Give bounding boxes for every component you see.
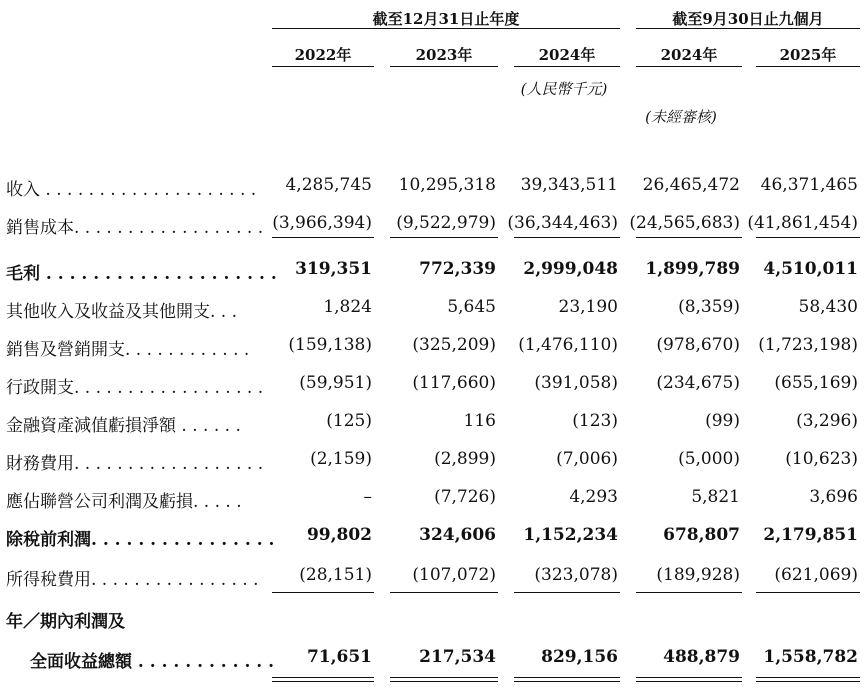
year-header: 2022年 <box>294 46 352 64</box>
row-value: (123) <box>572 411 618 431</box>
year-header-rule <box>272 66 374 67</box>
subtotal-rule <box>636 592 742 593</box>
total-value: 217,534 <box>419 647 496 667</box>
row-value: 1,899,789 <box>645 259 740 279</box>
subtotal-rule <box>756 592 860 593</box>
total-label-line2: 全面收益總額 . . . . . . . . . . . . <box>30 652 275 672</box>
row-label: 收入 . . . . . . . . . . . . . . . . . . . . <box>6 180 257 200</box>
total-value: 488,879 <box>663 647 740 667</box>
year-header: 2023年 <box>415 46 473 64</box>
unit-note: (人民幣千元) <box>520 80 608 98</box>
row-value: 1,824 <box>323 297 372 317</box>
subtotal-rule <box>514 592 620 593</box>
row-value: 46,371,465 <box>760 175 858 195</box>
row-value: (655,169) <box>774 373 858 393</box>
subtotal-rule <box>514 237 620 238</box>
total-value: 71,651 <box>306 647 372 667</box>
row-value: 2,999,048 <box>523 259 618 279</box>
row-value: 26,465,472 <box>642 175 740 195</box>
row-value: 4,293 <box>569 487 618 507</box>
row-label: 行政開支. . . . . . . . . . . . . . . . . . <box>6 378 264 398</box>
subtotal-rule <box>272 237 374 238</box>
unaudited-note: (未經審核) <box>645 108 717 126</box>
row-value: 23,190 <box>558 297 618 317</box>
subtotal-rule <box>756 237 860 238</box>
row-value: 324,606 <box>419 525 496 545</box>
row-label: 應佔聯營公司利潤及虧損. . . . . <box>6 492 242 512</box>
group-header-year-end: 截至12月31日止年度 <box>372 10 520 28</box>
group-header-nine-months: 截至9月30日止九個月 <box>672 10 824 28</box>
row-value: 1,152,234 <box>523 525 618 545</box>
row-value: 10,295,318 <box>398 175 496 195</box>
row-value: (2,899) <box>434 449 496 469</box>
row-value: 772,339 <box>419 259 496 279</box>
year-header-rule <box>390 66 498 67</box>
row-value: 4,510,011 <box>763 259 858 279</box>
total-label-line1: 年／期內利潤及 <box>6 612 125 632</box>
row-value: 5,821 <box>691 487 740 507</box>
year-header-rule <box>636 66 742 67</box>
row-value: (117,660) <box>412 373 496 393</box>
row-value: 116 <box>463 411 496 431</box>
row-value: (1,476,110) <box>518 335 618 355</box>
row-value: (59,951) <box>299 373 372 393</box>
row-value: 3,696 <box>809 487 858 507</box>
row-value: (7,006) <box>556 449 618 469</box>
year-header-rule <box>756 66 860 67</box>
row-value: – <box>363 487 372 507</box>
row-label: 除稅前利潤. . . . . . . . . . . . . . . . <box>6 530 275 550</box>
row-value: (1,723,198) <box>758 335 858 355</box>
total-double-rule <box>756 681 860 682</box>
row-value: 319,351 <box>295 259 372 279</box>
total-double-rule <box>636 677 742 678</box>
total-double-rule <box>756 677 860 678</box>
row-value: 678,807 <box>663 525 740 545</box>
total-double-rule <box>636 681 742 682</box>
row-label: 毛利 . . . . . . . . . . . . . . . . . . . . <box>6 264 277 284</box>
row-label: 其他收入及收益及其他開支. . . <box>6 302 238 322</box>
subtotal-rule <box>390 592 498 593</box>
row-value: (5,000) <box>678 449 740 469</box>
year-header: 2024年 <box>538 46 596 64</box>
total-double-rule <box>272 681 374 682</box>
row-value: (159,138) <box>288 335 372 355</box>
row-value: (391,058) <box>534 373 618 393</box>
subtotal-rule <box>390 237 498 238</box>
row-value: (99) <box>705 411 740 431</box>
row-value: (3,966,394) <box>272 213 372 233</box>
row-value: (36,344,463) <box>507 213 618 233</box>
row-value: (234,675) <box>656 373 740 393</box>
total-double-rule <box>390 681 498 682</box>
row-value: (2,159) <box>310 449 372 469</box>
row-value: 99,802 <box>306 525 372 545</box>
row-value: 58,430 <box>798 297 858 317</box>
total-double-rule <box>514 677 620 678</box>
row-value: (189,928) <box>656 565 740 585</box>
subtotal-rule <box>272 592 374 593</box>
row-value: (978,670) <box>656 335 740 355</box>
total-value: 1,558,782 <box>763 647 858 667</box>
row-value: 5,645 <box>447 297 496 317</box>
row-label: 銷售及營銷開支. . . . . . . . . . . . <box>6 340 250 360</box>
row-value: (107,072) <box>412 565 496 585</box>
row-value: (24,565,683) <box>629 213 740 233</box>
group-header-rule <box>636 28 860 29</box>
row-label: 所得稅費用. . . . . . . . . . . . . . . . <box>6 570 259 590</box>
row-value: (10,623) <box>785 449 858 469</box>
row-value: (9,522,979) <box>396 213 496 233</box>
row-value: 4,285,745 <box>285 175 372 195</box>
row-value: (621,069) <box>774 565 858 585</box>
row-value: (8,359) <box>678 297 740 317</box>
row-value: 2,179,851 <box>763 525 858 545</box>
row-value: 39,343,511 <box>520 175 618 195</box>
year-header-rule <box>514 66 620 67</box>
total-double-rule <box>272 677 374 678</box>
row-value: (28,151) <box>299 565 372 585</box>
row-value: (125) <box>326 411 372 431</box>
year-header: 2025年 <box>779 46 837 64</box>
row-value: (325,209) <box>412 335 496 355</box>
row-label: 財務費用. . . . . . . . . . . . . . . . . . <box>6 454 264 474</box>
row-value: (323,078) <box>534 565 618 585</box>
group-header-rule <box>272 28 620 29</box>
row-value: (7,726) <box>434 487 496 507</box>
row-value: (3,296) <box>796 411 858 431</box>
total-double-rule <box>390 677 498 678</box>
subtotal-rule <box>636 237 742 238</box>
row-label: 金融資產減值虧損淨額 . . . . . . <box>6 416 241 436</box>
year-header: 2024年 <box>660 46 718 64</box>
total-double-rule <box>514 681 620 682</box>
row-value: (41,861,454) <box>747 213 858 233</box>
row-label: 銷售成本. . . . . . . . . . . . . . . . . . <box>6 218 264 238</box>
total-value: 829,156 <box>541 647 618 667</box>
